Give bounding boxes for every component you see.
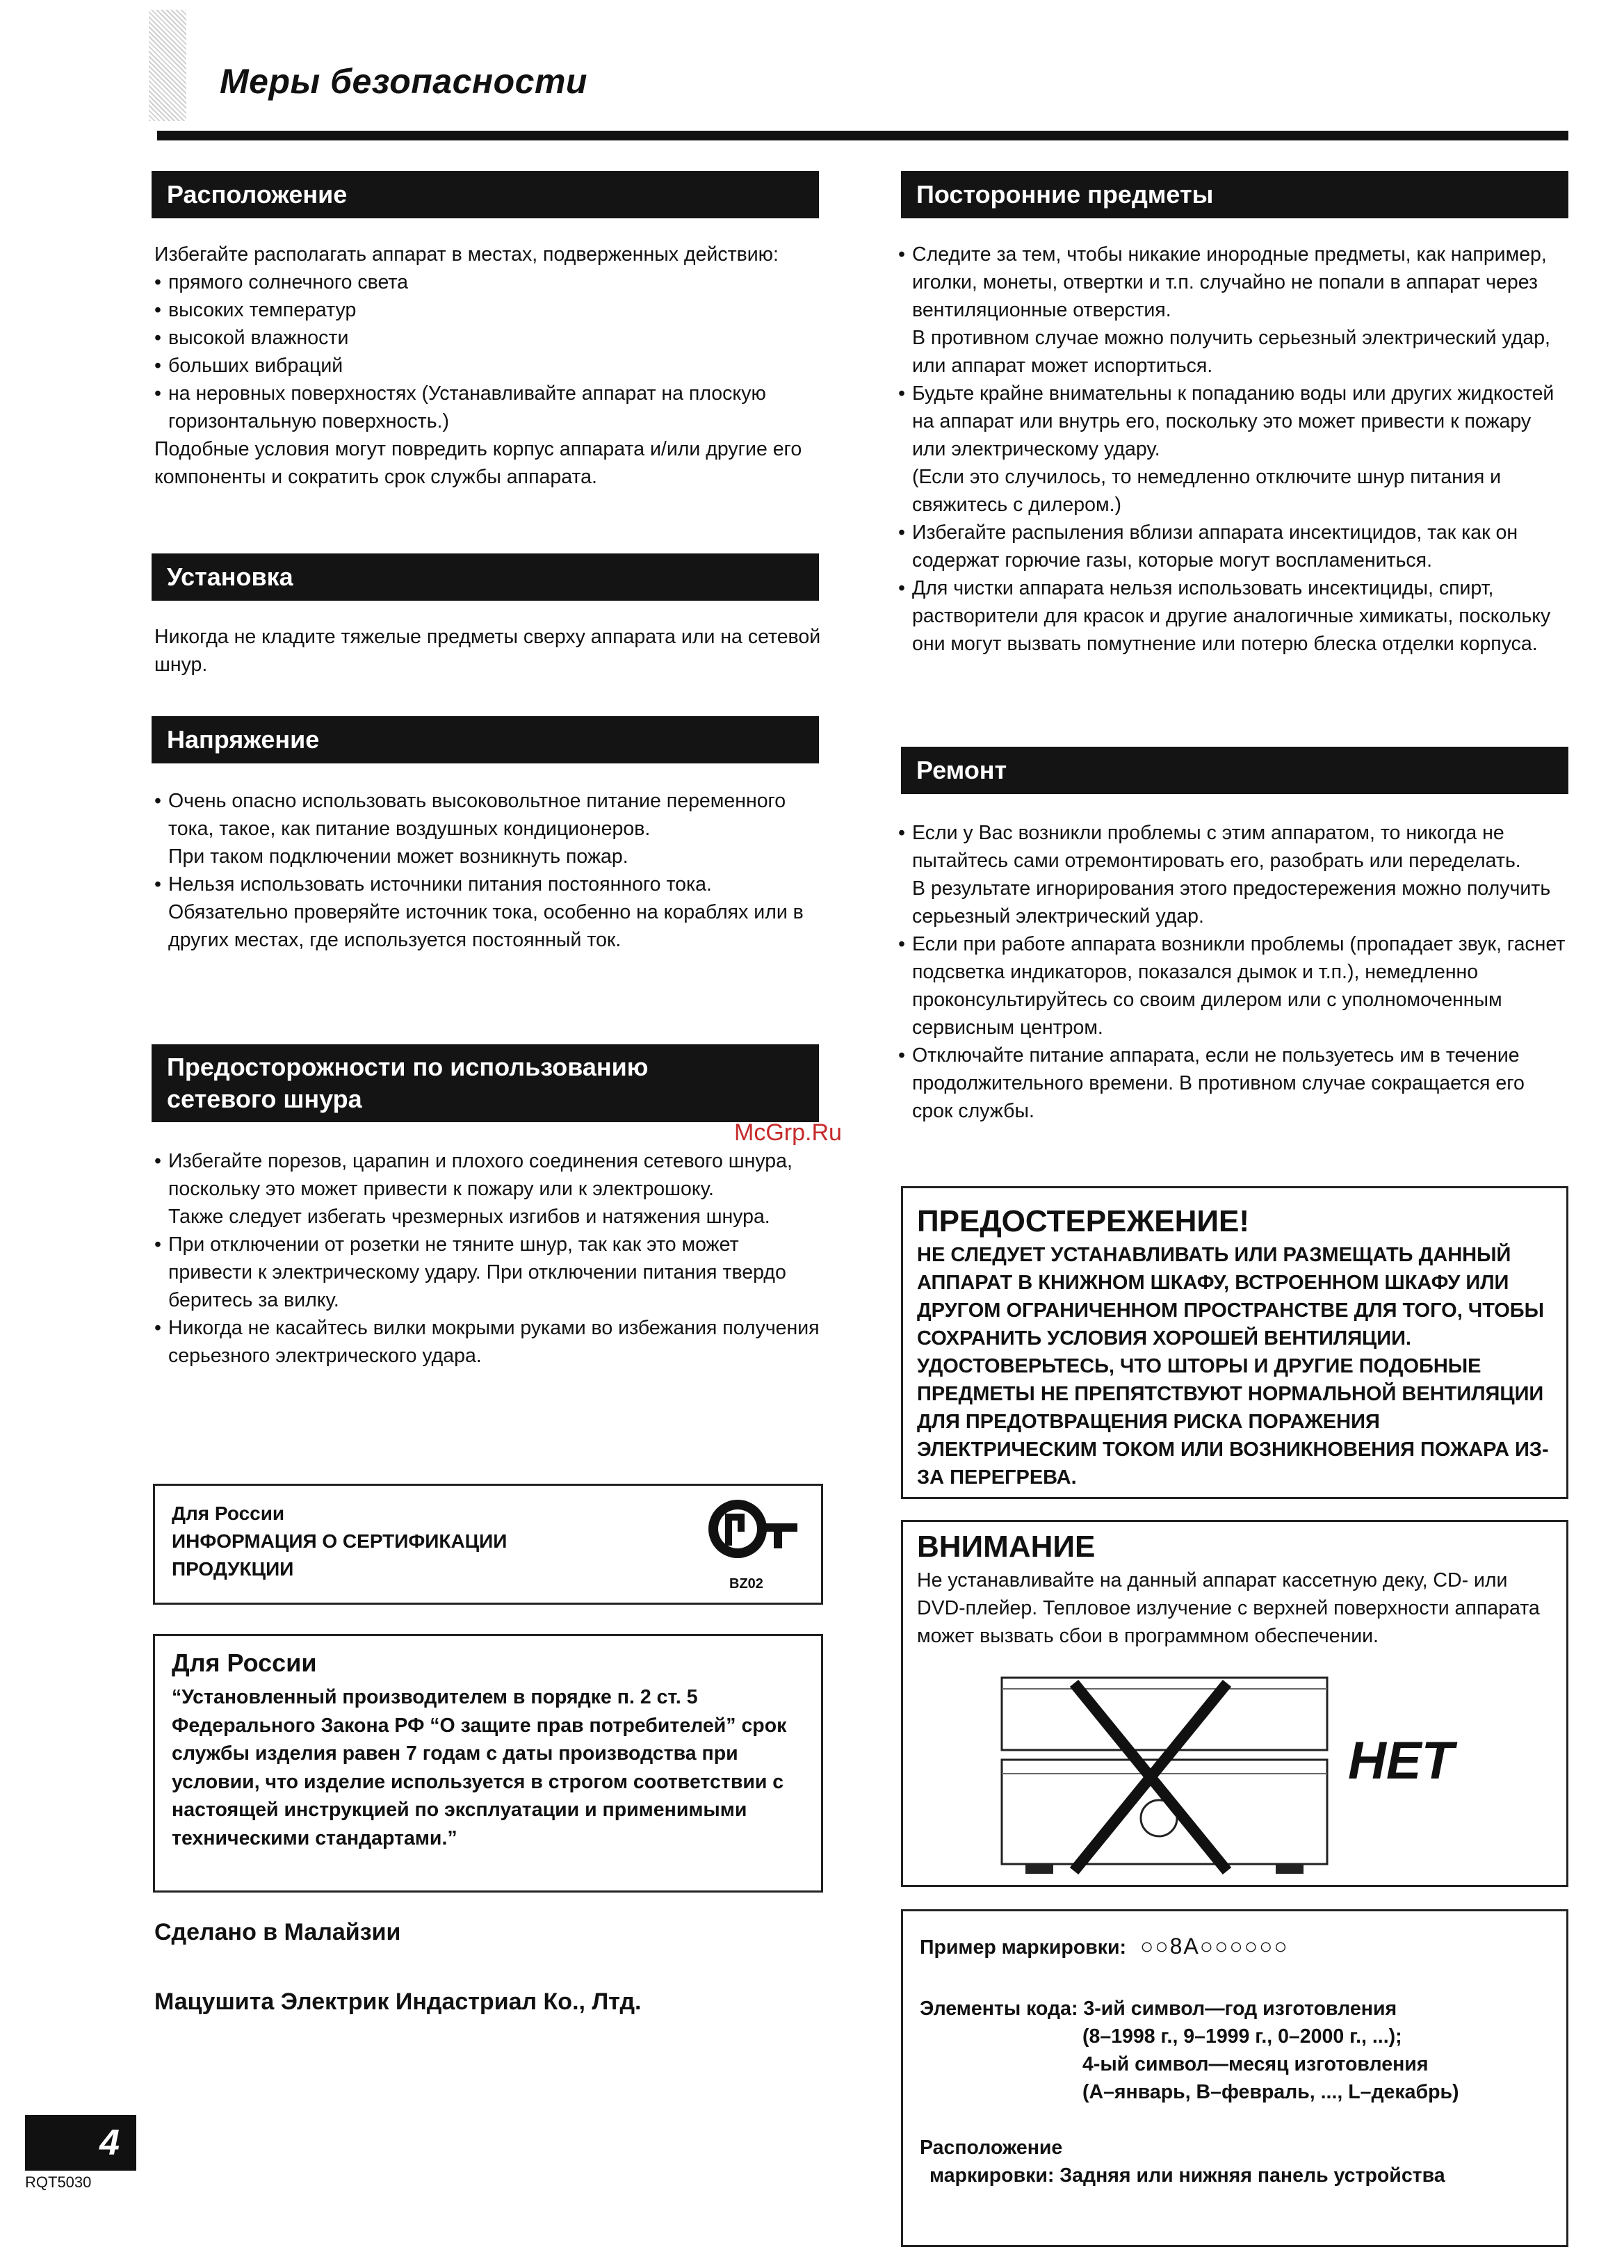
cord-header-line1: Предосторожности по использованию — [167, 1053, 649, 1081]
russia-title: Для России — [172, 1649, 317, 1677]
page-number: 4 — [25, 2115, 136, 2171]
attention-text: Не устанавливайте на данный аппарат кассетную деку, CD- или DVD-плейер. Тепловое излучение с верхней поверхности аппарата может вызвать сбои в программном обеспечении. — [917, 1569, 1540, 1647]
cert-line2: ИНФОРМАЦИЯ О СЕРТИФИКАЦИИ — [172, 1530, 508, 1552]
voltage-item: • Нельзя использовать источники питания постоянного тока. Обязательно проверяйте источник тока, особенно на кораблях или в других местах, где используется постоянный ток. — [154, 870, 822, 954]
attention-box — [901, 1520, 1568, 1887]
installation-paragraph: Никогда не кладите тяжелые предметы сверху аппарата или на сетевой шнур. — [154, 626, 821, 676]
section-header-foreign-objects: Посторонние предметы — [901, 171, 1568, 218]
warning-title: ПРЕДОСТЕРЕЖЕНИЕ! — [917, 1204, 1250, 1238]
section-header-location: Расположение — [152, 171, 819, 218]
marking-elements — [920, 1995, 1397, 2023]
section-header-cord — [152, 1044, 819, 1122]
installation-text — [154, 623, 822, 679]
page-title: Меры безопасности — [220, 62, 587, 101]
marking-elements-label: Элементы кода: — [920, 1998, 1078, 2020]
foreign-item: • Для чистки аппарата нельзя использовать инсектициды, спирт, растворители для красок и другие аналогичные химикаты, поскольку они могут вызвать помутнение или потерю блеска отделки корпуса. — [898, 574, 1568, 658]
section-header-repair: Ремонт — [901, 747, 1568, 794]
section-header-installation: Установка — [152, 553, 819, 601]
stacked-device-illustration — [998, 1672, 1331, 1881]
location-item: • высоких температур — [154, 296, 822, 324]
location-outro: Подобные условия могут повредить корпус аппарата и/или другие его компоненты и сократить срок службы аппарата. — [154, 438, 802, 488]
made-in: Сделано в Малайзии — [154, 1919, 401, 1945]
watermark: McGrp.Ru — [734, 1119, 842, 1146]
repair-item: • Если при работе аппарата возникли проблемы (пропадает звук, гаснет подсветка индикаторов, показался дымок и т.п.), немедленно проконсультируйтесь со своим дилером или с уполномоченным сервисным центром. — [898, 930, 1568, 1042]
warning-text: НЕ СЛЕДУЕТ УСТАНАВЛИВАТЬ ИЛИ РАЗМЕЩАТЬ ДАННЫЙ АППАРАТ В КНИЖНОМ ШКАФУ, ВСТРОЕННОМ ШКАФУ ИЛИ ДРУГОМ ОГРАНИЧЕННОМ ПРОСТРАНСТВЕ ДЛЯ ТОГО, ЧТОБЫ СОХРАНИТЬ УСЛОВИЯ ХОРОШЕЙ ВЕНТИЛЯЦИИ. УДОСТОВЕРЬТЕСЬ, ЧТО ШТОРЫ И ДРУГИЕ ПОДОБНЫЕ ПРЕДМЕТЫ НЕ ПРЕПЯТСТВУЮТ НОРМАЛЬНОЙ ВЕНТИЛЯЦИИ ДЛЯ ПРЕДОТВРАЩЕНИЯ РИСКА ПОРАЖЕНИЯ ЭЛЕКТРИЧЕСКИМ ТОКОМ ИЛИ ВОЗНИКНОВЕНИЯ ПОЖАРА ИЗ-ЗА ПЕРЕГРЕВА. — [917, 1244, 1549, 1489]
foreign-item: • Следите за тем, чтобы никакие инородные предметы, как например, иголки, монеты, отвертки и т.п. случайно не попали в аппарат через вентиляционные отверстия. В противном случае можно получить серьезный электрический удар, или аппарат может испортиться. — [898, 241, 1568, 380]
attention-no-label: НЕТ — [1348, 1731, 1454, 1790]
cert-line1: Для России — [172, 1502, 285, 1524]
attention-title: ВНИМАНИЕ — [917, 1530, 1096, 1564]
cord-item: • Никогда не касайтесь вилки мокрыми руками во избежания получения серьезного электрического удара. — [154, 1314, 822, 1370]
repair-item: • Если у Вас возникли проблемы с этим аппаратом, то никогда не пытайтесь сами отремонтировать его, разобрать или переделать. В результате игнорирования этого предостережения можно получить серьезный электрический удар. — [898, 819, 1568, 930]
russia-text: “Установленный производителем в порядке п. 2 ст. 5 Федерального Закона РФ “О защите прав потребителей” срок службы изделия равен 7 годам с даты производства при условии, что изделие используется в строгом соответствии с настоящей инструкцией по эксплуатации и применимыми техническими стандартами.” — [172, 1686, 787, 1849]
marking-location-label: Расположение — [920, 2137, 1063, 2159]
corner-texture — [149, 10, 186, 121]
cord-item: • При отключении от розетки не тяните шнур, так как это может привести к электрическому удару. При отключении питания твердо беритесь за вилку. — [154, 1231, 822, 1314]
manufacturer: Мацушита Электрик Индастриал Ко., Лтд. — [154, 1988, 642, 2015]
cord-item: • Избегайте порезов, царапин и плохого соединения сетевого шнура, поскольку это может привести к пожару или к электрошоку. Также следует избегать чрезмерных изгибов и натяжения шнура. — [154, 1147, 822, 1231]
repair-item: • Отключайте питание аппарата, если не пользуетесь им в течение продолжительного времени. В противном случае сокращается его срок службы. — [898, 1042, 1568, 1125]
pct-certification-logo — [704, 1496, 802, 1562]
cert-logo-code: BZ02 — [729, 1576, 763, 1591]
section-header-voltage: Напряжение — [152, 716, 819, 763]
repair-text — [898, 819, 1568, 1125]
marking-line1: 3-ий символ—год изготовления — [1083, 1998, 1397, 2020]
location-intro: Избегайте располагать аппарат в местах, подверженных действию: — [154, 243, 779, 266]
location-item: • высокой влажности — [154, 324, 822, 352]
marking-line4: (A–январь, B–февраль, ..., L–декабрь) — [1082, 2081, 1459, 2103]
cord-header-line2: сетевого шнура — [167, 1085, 362, 1113]
title-rule — [157, 131, 1568, 140]
russia-lifetime-box — [153, 1634, 823, 1893]
marking-example-label: Пример маркировки: — [920, 1936, 1127, 1959]
location-text — [154, 241, 822, 491]
warning-box — [901, 1186, 1568, 1499]
foreign-item: • Будьте крайне внимательны к попаданию воды или других жидкостей на аппарат или внутрь его, поскольку это может привести к пожару или электрическому удару. (Если это случилось, то немедленно отключите шнур питания и свяжитесь с дилером.) — [898, 380, 1568, 519]
foreign-item: • Избегайте распыления вблизи аппарата инсектицидов, так как он содержат горючие газы, которые могут воспламениться. — [898, 519, 1568, 574]
marking-box — [901, 1909, 1568, 2247]
certification-box — [153, 1484, 823, 1605]
location-item: • на неровных поверхностях (Устанавливайте аппарат на плоскую горизонтальную поверхность.) — [154, 380, 822, 435]
marking-details — [1082, 2023, 1459, 2106]
marking-line2: (8–1998 г., 9–1999 г., 0–2000 г., ...); — [1082, 2025, 1402, 2048]
location-item: • прямого солнечного света — [154, 268, 822, 296]
location-item: • больших вибраций — [154, 352, 822, 380]
cert-line3: ПРОДУКЦИИ — [172, 1558, 294, 1580]
marking-location — [920, 2134, 1445, 2189]
marking-example-code: ○○8A○○○○○○ — [1139, 1934, 1289, 1959]
voltage-text — [154, 787, 822, 954]
marking-example-row — [920, 1934, 1289, 1959]
voltage-item: • Очень опасно использовать высоковольтное питание переменного тока, такое, как питание воздушных кондиционеров. При таком подключении может возникнуть пожар. — [154, 787, 822, 870]
cord-text — [154, 1147, 822, 1370]
marking-location-text: маркировки: Задняя или нижняя панель устройства — [929, 2164, 1445, 2187]
marking-line3: 4-ый символ—месяц изготовления — [1082, 2053, 1429, 2075]
foreign-text — [898, 241, 1568, 658]
model-code: RQT5030 — [25, 2173, 92, 2191]
